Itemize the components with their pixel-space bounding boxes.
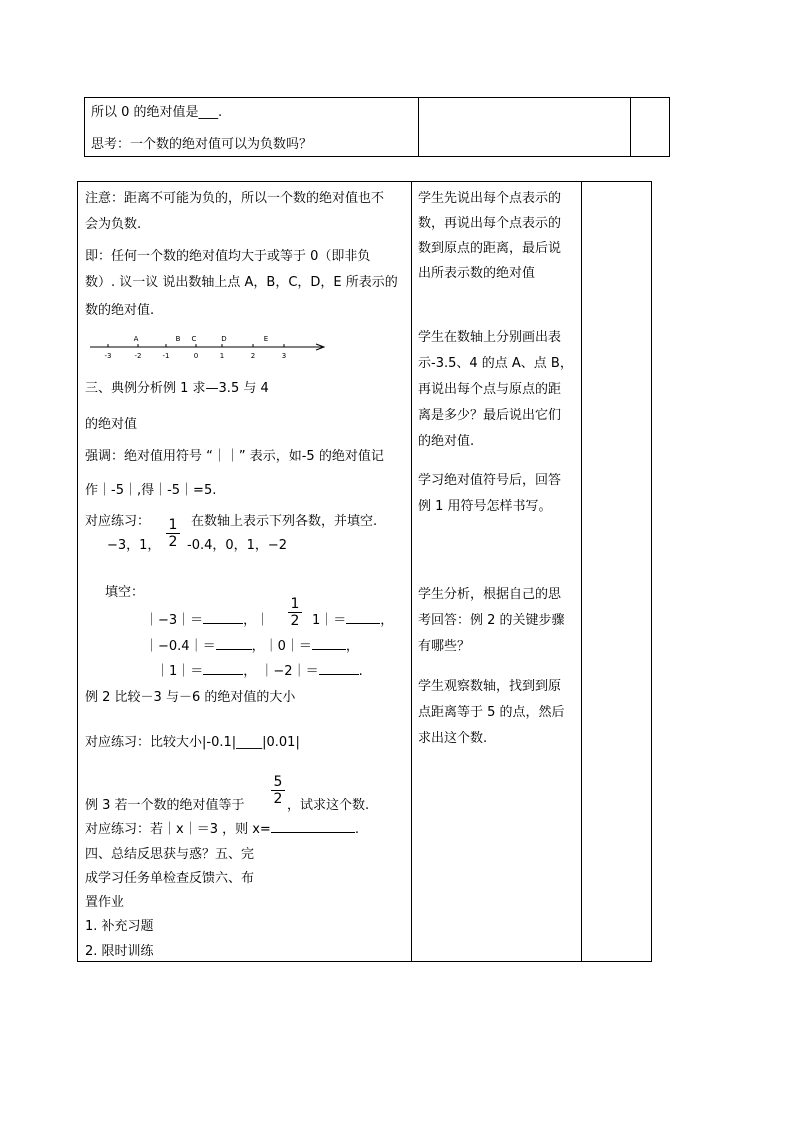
main-table-content-cell — [78, 182, 412, 961]
fraction-one-half-2 — [288, 597, 302, 628]
example-2-practice: 对应练习：比较大小|-0.1|____|0.01| — [85, 735, 300, 750]
blank-1[interactable] — [203, 623, 243, 624]
activity-line: 数到原点的距离，最后说 — [418, 241, 562, 256]
number-line-point-label: B — [175, 335, 181, 343]
homework-1: 1. 补充习题 — [85, 919, 154, 934]
rule-line-1: 即：任何一个数的绝对值均大于或等于 0（即非负 — [85, 249, 371, 264]
main-table-activity-cell — [411, 182, 582, 961]
activity-line: 出所表示数的绝对值 — [418, 266, 536, 281]
example-3-text-a: 例 3 若一个数的绝对值等于 — [85, 798, 245, 813]
main-table — [77, 181, 652, 962]
fill-abs-neg2: ， ｜−2｜＝ — [243, 664, 319, 679]
activity-block-4 — [418, 582, 565, 660]
fill-row-3 — [156, 664, 363, 680]
fill-abs-zero: ，｜0｜＝ — [251, 639, 312, 654]
fraction-denominator: 2 — [168, 534, 178, 550]
activity-block-3 — [418, 468, 561, 520]
blank-5[interactable] — [203, 674, 243, 675]
number-line-tick-label: -2 — [134, 352, 142, 360]
practice-1-numbers-b: -0.4，0，1，−2 — [187, 538, 288, 553]
number-line-point-label: D — [221, 335, 227, 343]
number-line — [88, 332, 328, 360]
fill-row-2 — [145, 639, 359, 655]
example-3-text-b: ，试求这个数. — [287, 798, 370, 813]
section-3-line-2: 的绝对值 — [85, 417, 138, 432]
activity-line: 点距离等于 5 的点，然后 — [418, 705, 565, 720]
blank-6[interactable] — [319, 674, 359, 675]
number-line-tick-label: 3 — [281, 352, 287, 360]
activity-line: 的绝对值. — [418, 434, 475, 449]
number-line-point-label: C — [191, 335, 197, 343]
activity-line: 考回答：例 2 的关键步骤 — [418, 613, 565, 628]
activity-block-5 — [418, 674, 565, 752]
period: . — [354, 822, 359, 837]
top-line-1: 所以 0 的绝对值是___. — [91, 105, 223, 120]
number-line-tick-label: -3 — [104, 352, 112, 360]
number-line-tick-label: -1 — [162, 352, 170, 360]
top-table-activity-cell — [418, 98, 631, 156]
section-4-line-3: 置作业 — [85, 895, 125, 910]
activity-line: 学生先说出每个点表示的 — [418, 191, 562, 206]
fraction-numerator: 5 — [273, 774, 283, 790]
top-line-2: 思考：一个数的绝对值可以为负数吗？ — [91, 137, 313, 152]
rule-line-3: 数的绝对值. — [85, 303, 155, 318]
fraction-denominator: 2 — [290, 613, 300, 629]
section-4-line-1: 四、总结反思获与惑？五、完 — [85, 847, 255, 862]
activity-line: 学生分析，根据自己的思 — [418, 587, 562, 602]
number-line-point-label: A — [133, 335, 139, 343]
section-3-line-1: 三、典例分析例 1 求—3.5 与 4 — [85, 381, 269, 396]
activity-line: 学生在数轴上分别画出表 — [418, 330, 562, 345]
fraction-five-halves — [271, 775, 285, 806]
activity-line: 离是多少？最后说出它们 — [418, 408, 562, 423]
fraction-one-half — [166, 518, 180, 549]
practice-1-text: 在数轴上表示下列各数，并填空. — [191, 514, 378, 529]
fraction-denominator: 2 — [273, 791, 283, 807]
emphasis-line-2: 作｜-5｜,得｜-5｜=5. — [85, 483, 217, 498]
rule-line-2: 数）. 议一议 说出数轴上点 A，B，C，D，E 所表示的 — [85, 275, 398, 290]
example-2: 例 2 比较－3 与－6 的绝对值的大小 — [85, 690, 296, 705]
emphasis-line-1: 强调：绝对值用符号 “｜｜” 表示，如-5 的绝对值记 — [85, 449, 384, 464]
activity-line: 再说出每个点与原点的距 — [418, 382, 562, 397]
number-line-tick-label: 0 — [193, 352, 199, 360]
fill-abs-one: ｜1｜＝ — [156, 664, 204, 679]
number-line-tick-label: 2 — [250, 352, 256, 360]
fill-abs-neg04: ｜−0.4｜＝ — [145, 639, 216, 654]
activity-line: 学生观察数轴，找到到原 — [418, 679, 562, 694]
activity-line: 求出这个数. — [418, 731, 488, 746]
blank-3[interactable] — [216, 649, 252, 650]
fraction-numerator: 1 — [168, 517, 178, 533]
period: . — [358, 664, 363, 679]
activity-line: 例 1 用符号怎样书写。 — [418, 499, 552, 514]
comma: ， — [380, 613, 394, 628]
fill-abs-half-open: ，｜ — [243, 613, 270, 628]
activity-block-2 — [418, 325, 573, 455]
fill-abs-half-close: 1｜＝ — [312, 613, 347, 628]
blank-4[interactable] — [312, 649, 346, 650]
note-line-1: 注意：距离不可能为负的，所以一个数的绝对值也不 — [85, 191, 385, 206]
practice-1-numbers-a: −3，1， — [107, 538, 161, 553]
fill-row-1-end — [312, 613, 393, 629]
fill-row-1 — [145, 613, 269, 629]
example-3-practice — [85, 822, 359, 838]
number-line-point-label: E — [263, 335, 269, 343]
comma: ， — [345, 639, 359, 654]
fill-label: 填空： — [105, 585, 145, 600]
activity-line: 示-3.5、4 的点 A、点 B， — [418, 356, 573, 371]
number-line-tick-label: 1 — [219, 352, 225, 360]
practice-1-label: 对应练习： — [85, 514, 151, 529]
fill-abs-neg3: ｜−3｜＝ — [145, 613, 204, 628]
note-line-2: 会为负数. — [85, 217, 142, 232]
section-4-line-2: 成学习任务单检查反馈六、布 — [85, 871, 255, 886]
activity-line: 数，再说出每个点表示的 — [418, 216, 562, 231]
fraction-numerator: 1 — [290, 596, 300, 612]
activity-line: 学习绝对值符号后，回答 — [418, 473, 562, 488]
activity-block-1 — [418, 186, 561, 286]
blank-7[interactable] — [271, 832, 355, 833]
blank-2[interactable] — [346, 623, 380, 624]
example-3-practice-label: 对应练习：若｜x｜＝3 ，则 x= — [85, 822, 271, 837]
homework-2: 2. 限时训练 — [85, 944, 154, 959]
activity-line: 有哪些？ — [418, 639, 471, 654]
